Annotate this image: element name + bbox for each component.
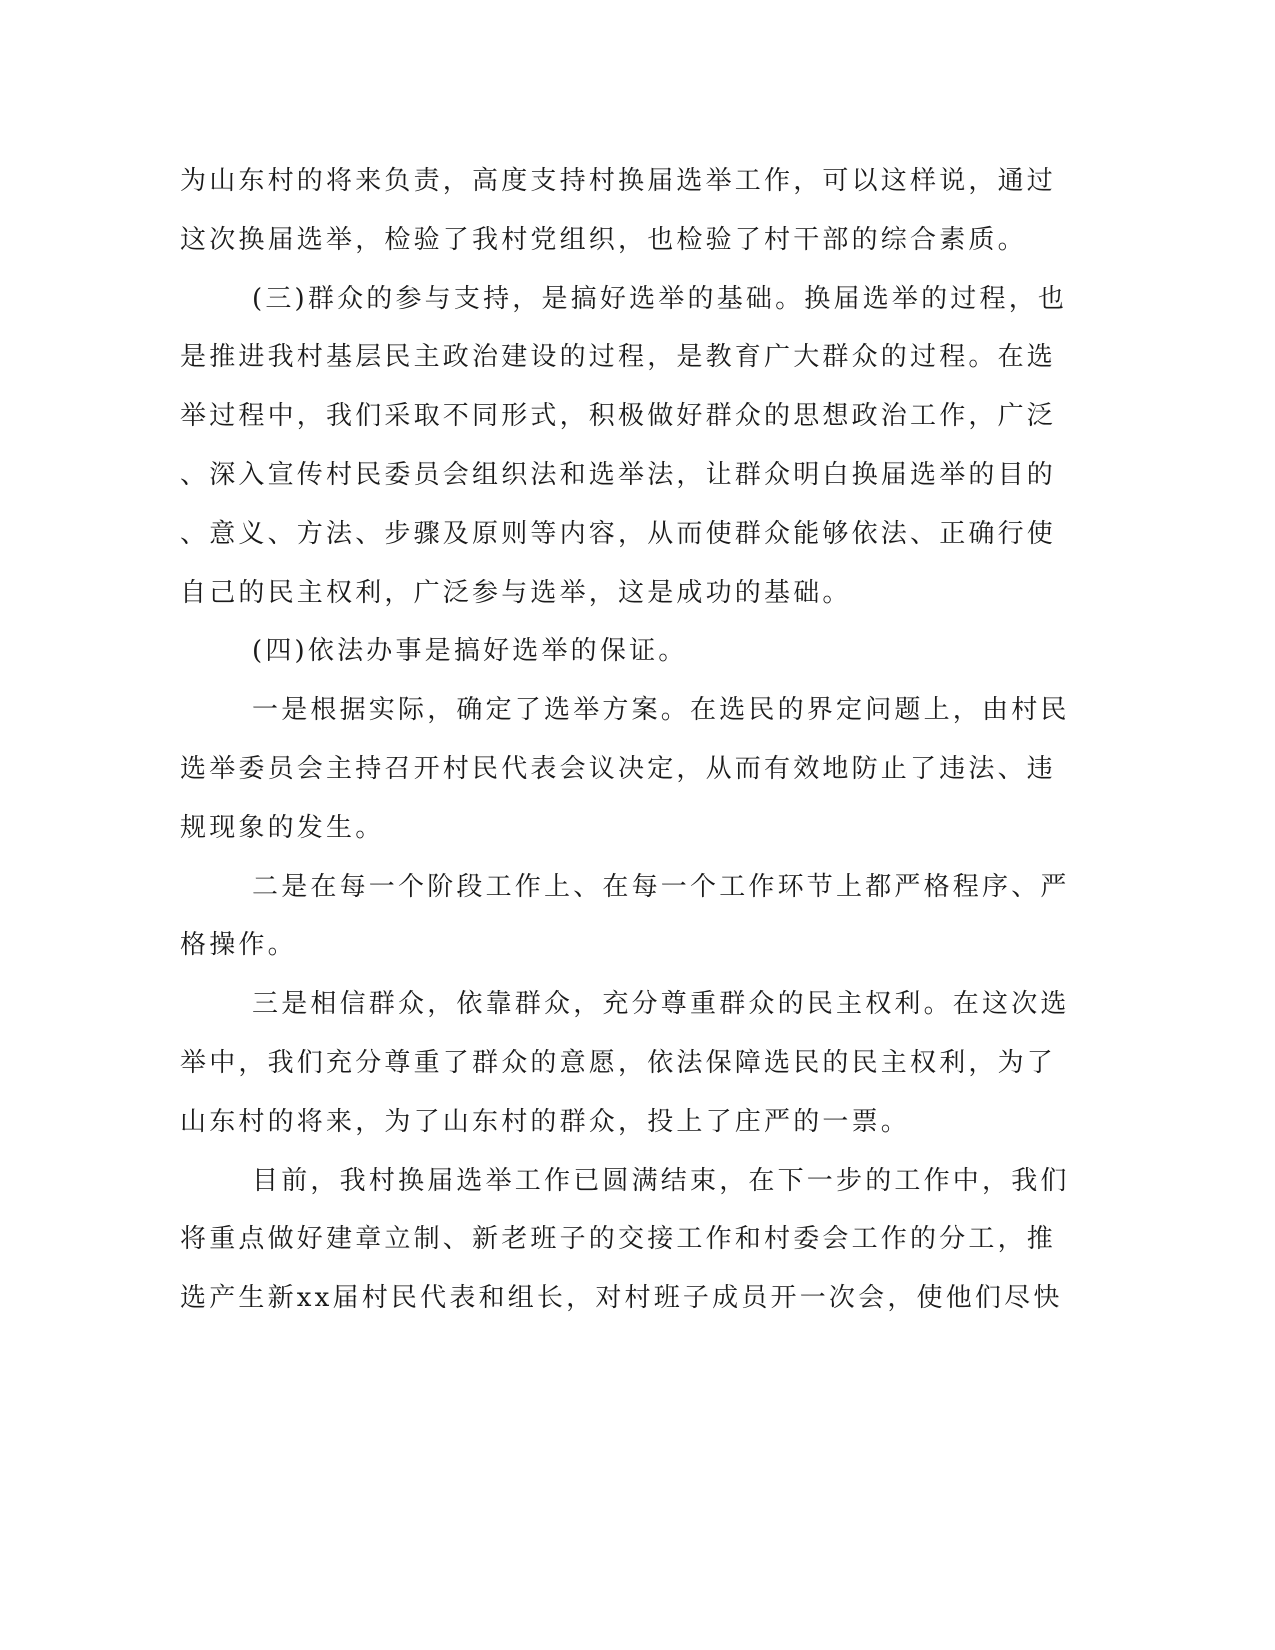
text-line: 山东村的将来，为了山东村的群众，投上了庄严的一票。 xyxy=(180,1106,911,1137)
text-line: 这次换届选举，检验了我村党组织，也检验了村干部的综合素质。 xyxy=(180,224,1027,255)
text-line: 格操作。 xyxy=(180,930,297,961)
text-line: 自己的民主权利，广泛参与选举，这是成功的基础。 xyxy=(180,577,852,608)
text-line: 、意义、方法、步骤及原则等内容，从而使群众能够依法、正确行使 xyxy=(180,518,1057,549)
text-line: 举中，我们充分尊重了群众的意愿，依法保障选民的民主权利，为了 xyxy=(180,1047,1057,1078)
text-line: 规现象的发生。 xyxy=(180,812,385,843)
text-line: 将重点做好建章立制、新老班子的交接工作和村委会工作的分工，推 xyxy=(180,1224,1057,1255)
document-body xyxy=(180,152,1070,1328)
text-line: 、深入宣传村民委员会组织法和选举法，让群众明白换届选举的目的 xyxy=(180,459,1057,490)
text-line: 三是相信群众，依靠群众，充分尊重群众的民主权利。在这次选 xyxy=(252,989,1070,1020)
text-line: (三)群众的参与支持，是搞好选举的基础。换届选举的过程，也 xyxy=(252,283,1068,314)
text-line: 选产生新xx届村民代表和组长，对村班子成员开一次会，使他们尽快 xyxy=(180,1283,1063,1314)
text-line: 二是在每一个阶段工作上、在每一个工作环节上都严格程序、严 xyxy=(252,871,1070,902)
text-line: 选举委员会主持召开村民代表会议决定，从而有效地防止了违法、违 xyxy=(180,753,1057,784)
text-line: (四)依法办事是搞好选举的保证。 xyxy=(252,636,688,667)
text-line: 一是根据实际，确定了选举方案。在选民的界定问题上，由村民 xyxy=(252,695,1070,726)
text-line: 是推进我村基层民主政治建设的过程，是教育广大群众的过程。在选 xyxy=(180,342,1057,373)
text-line: 为山东村的将来负责，高度支持村换届选举工作，可以这样说，通过 xyxy=(180,166,1057,196)
text-line: 举过程中，我们采取不同形式，积极做好群众的思想政治工作，广泛 xyxy=(180,401,1057,432)
text-line: 目前，我村换届选举工作已圆满结束，在下一步的工作中，我们 xyxy=(252,1165,1070,1196)
